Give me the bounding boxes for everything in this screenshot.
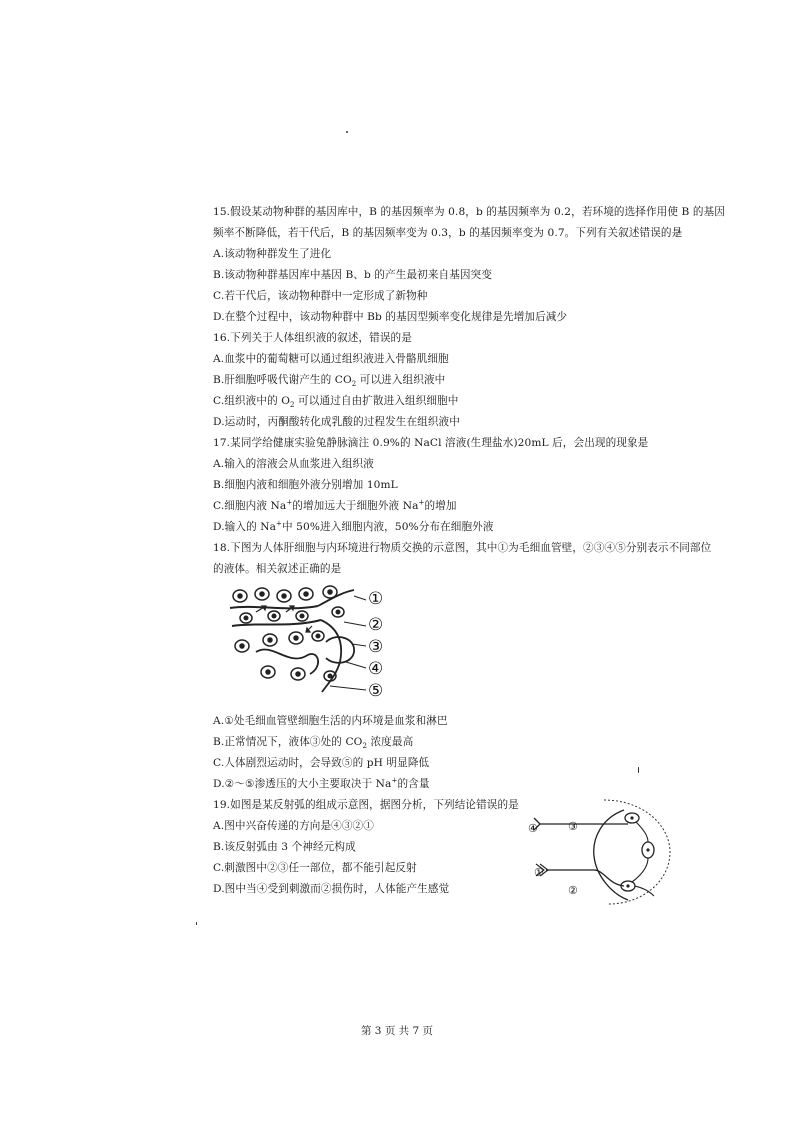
scan-speck <box>346 131 348 133</box>
q18-option-a: A.①处毛细血管壁细胞生活的内环境是血浆和淋巴 <box>213 715 448 727</box>
q18-option-b: B.正常情况下，液体③处的 $CO_2$ 浓度最高 <box>213 736 414 751</box>
q16-option-c: C.组织液中的 $O_2$ 可以通过自由扩散进入组织细胞中 <box>213 395 459 410</box>
q17-option-b: B.细胞内液和细胞外液分别增加 10mL <box>213 479 398 491</box>
label-5: ⑤ <box>368 681 384 701</box>
q15-option-a: A.该动物种群发生了进化 <box>213 248 332 260</box>
q17-stem: 17.某同学给健康实验兔静脉滴注 0.9%的 NaCl 溶液(生理盐水)20mL 后，会出现的现象是 <box>213 437 649 449</box>
scan-speck <box>638 767 639 773</box>
q17-option-d: D.输入的 Na+中 50%进入细胞内液，50%分布在细胞外液 <box>213 519 494 533</box>
q19-option-a: A.图中兴奋传递的方向是④③②① <box>213 820 374 832</box>
q19-stem: 19.如图是某反射弧的组成示意图，据图分析，下列结论错误的是 <box>213 799 519 811</box>
q18-option-c: C.人体剧烈运动时，会导致⑤的 pH 明显降低 <box>213 757 430 769</box>
q15-stem-line2: 频率不断降低，若干代后，B 的基因频率变为 0.3，b 的基因频率变为 0.7。下列有关叙述错误的是 <box>213 227 683 239</box>
q16-option-b: B.肝细胞呼吸代谢产生的 $CO_2$ 可以进入组织液中 <box>213 374 446 389</box>
q17-option-c: C.细胞内液 Na+的增加远大于细胞外液 Na+的增加 <box>213 498 457 512</box>
lymph-vessel <box>256 650 318 674</box>
q18-stem-line2: 的液体。相关叙述正确的是 <box>213 563 342 575</box>
q19-option-b: B.该反射弧由 3 个神经元构成 <box>213 841 356 853</box>
label-2: ② <box>568 884 578 897</box>
q17-option-a: A.输入的溶液会从血浆进入组织液 <box>213 458 374 470</box>
q16-option-d: D.运动时，丙酮酸转化成乳酸的过程发生在组织液中 <box>213 416 460 428</box>
capillary-wall-upper <box>230 606 318 608</box>
scan-speck <box>196 922 197 925</box>
label-3: ③ <box>368 637 384 657</box>
label-1: ① <box>368 589 384 609</box>
q16-stem: 16.下列关于人体组织液的叙述，错误的是 <box>213 332 412 344</box>
q15-option-b: B.该动物种群基因库中基因 B、b 的产生最初来自基因突变 <box>213 269 493 281</box>
label-4: ④ <box>368 659 384 679</box>
q18-stem-line1: 18.下图为人体肝细胞与内环境进行物质交换的示意图，其中①为毛细血管壁，②③④⑤分别表示不同部位 <box>213 542 712 554</box>
label-4: ④ <box>528 822 538 835</box>
afferent-fiber <box>546 870 624 886</box>
label-3: ③ <box>568 820 578 833</box>
q19-option-c: C.刺激图中②③任一部位，都不能引起反射 <box>213 862 417 874</box>
page-number: 第 3 页 共 7 页 <box>360 1025 434 1037</box>
q16-option-a: A.血浆中的葡萄糖可以通过组织液进入骨骼肌细胞 <box>213 353 449 365</box>
q15-stem-line1: 15.假设某动物种群的基因库中，B 的基因频率为 0.8，b 的基因频率为 0.2，若环境的选择作用使 B 的基因 <box>213 206 725 218</box>
reflex-arc-diagram <box>524 796 674 908</box>
label-1: ① <box>534 866 544 879</box>
flow-arrows <box>256 606 312 632</box>
liver-cell-exchange-diagram <box>226 582 396 702</box>
q15-option-c: C.若干代后，该动物种群中一定形成了新物种 <box>213 290 428 302</box>
q19-option-d: D.图中当④受到刺激而②损伤时，人体能产生感觉 <box>213 883 450 895</box>
q15-option-d: D.在整个过程中，该动物种群中 Bb 的基因型频率变化规律是先增加后减少 <box>213 311 568 323</box>
q18-option-d: D.②～⑤渗透压的大小主要取决于 Na+的含量 <box>213 776 430 790</box>
label-2: ② <box>368 615 384 635</box>
